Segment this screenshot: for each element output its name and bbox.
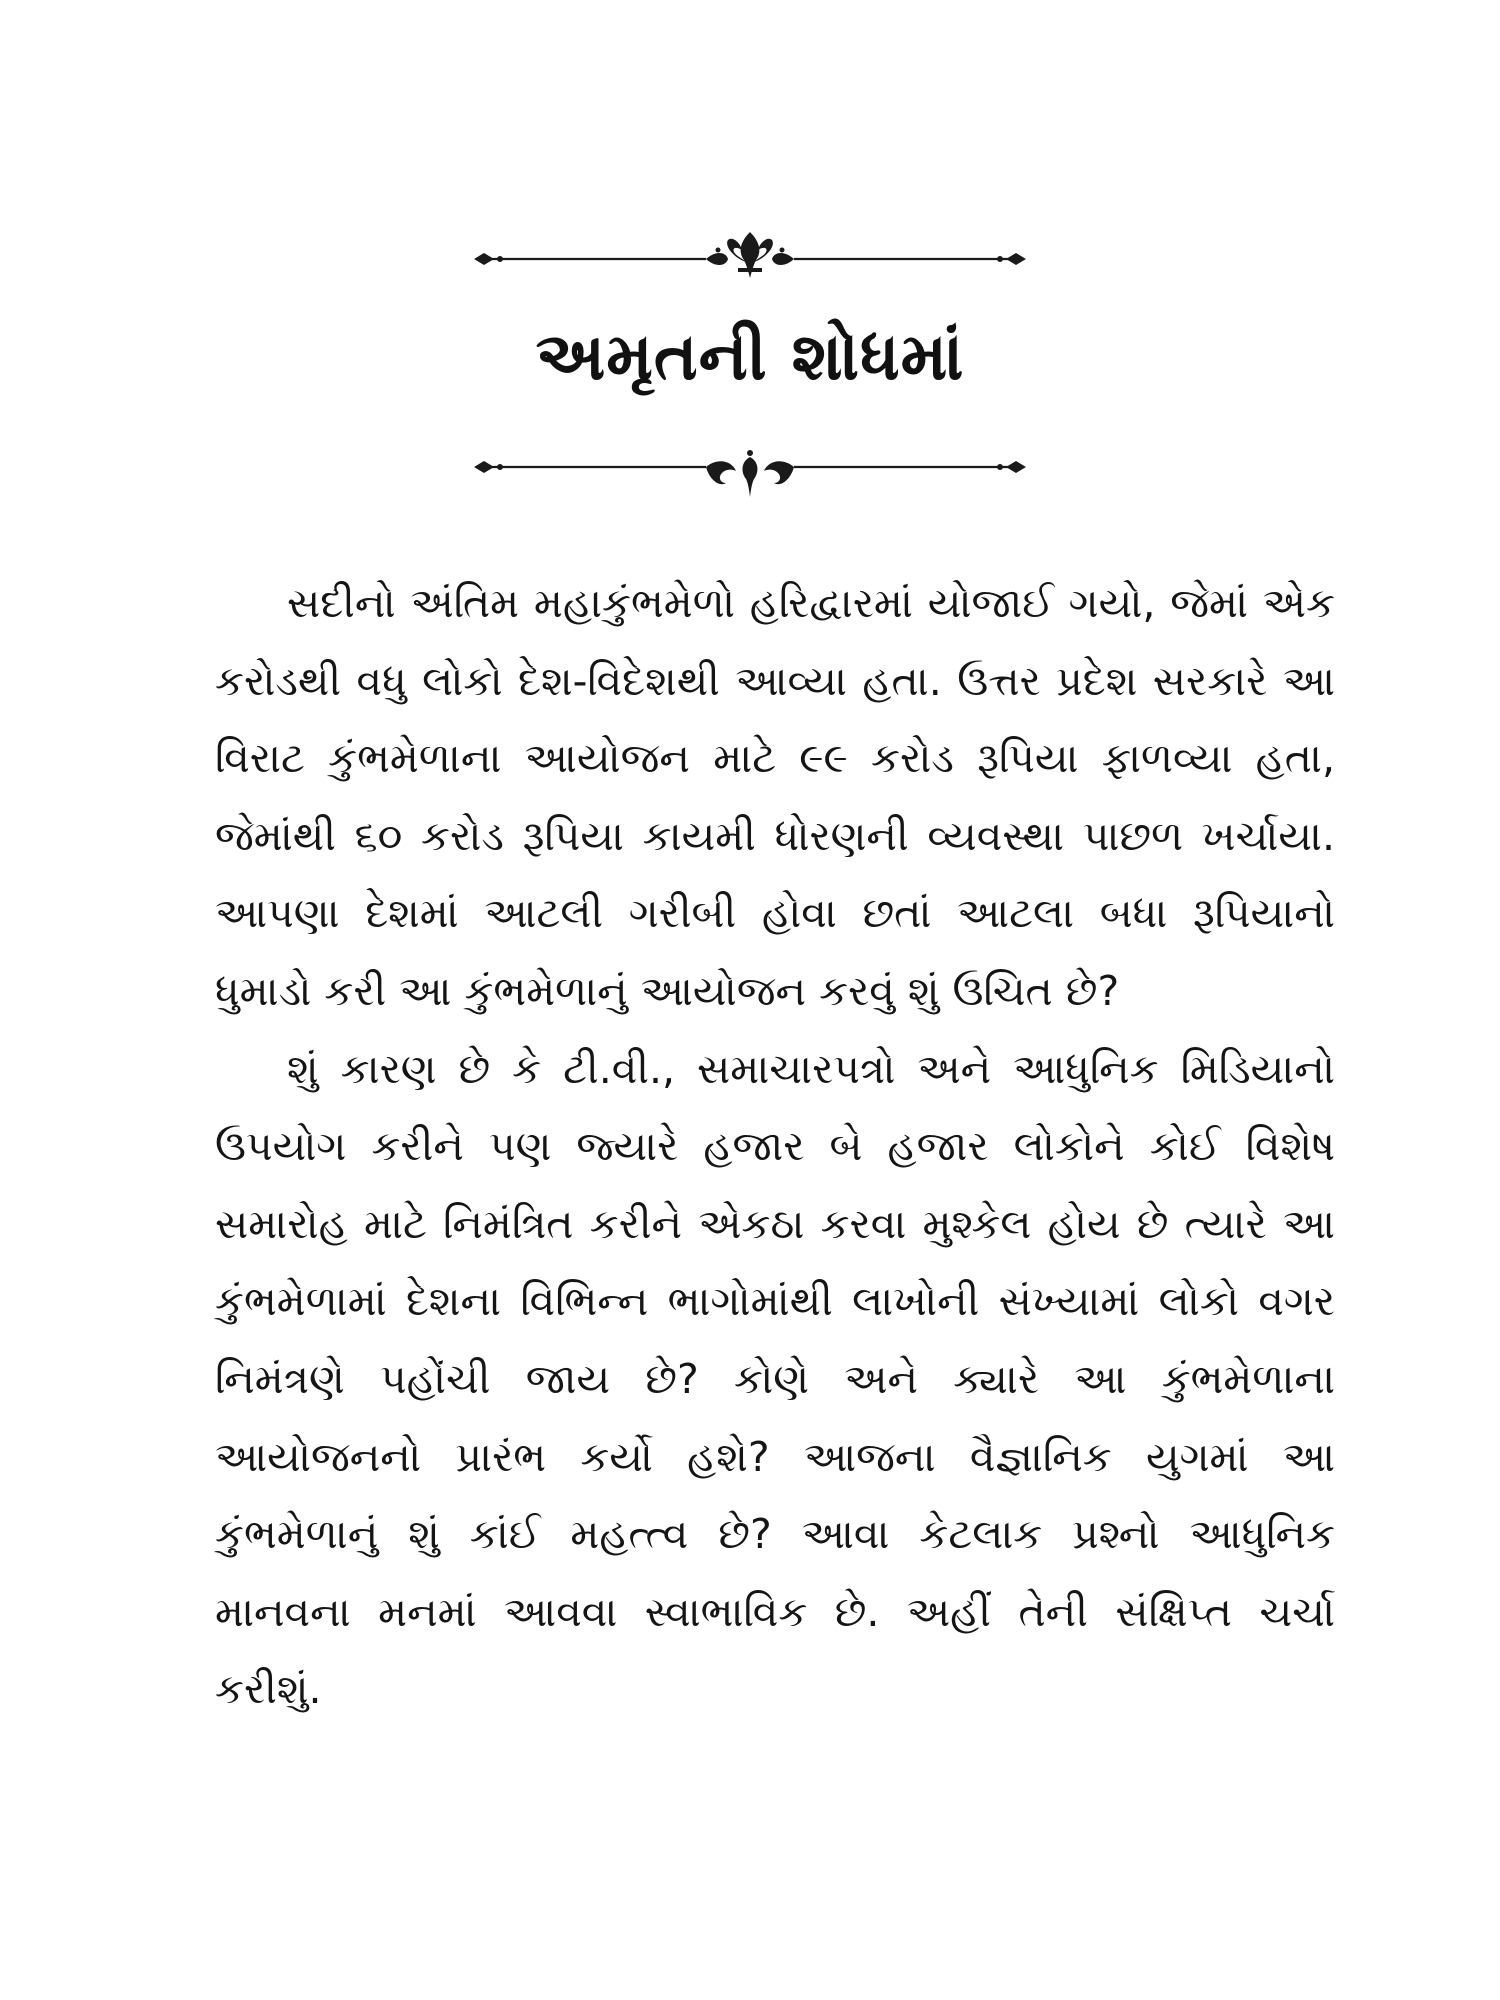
flourish-ornament-icon (470, 443, 1030, 503)
paragraph: સદીનો અંતિમ મહાકુંભમેળો હરિદ્વારમાં યોજાઈ ગયો, જેમાં એક કરોડથી વધુ લોકો દેશ-વિદેશથી આવ્યા હતા. ઉત્તર પ્રદેશ સરકારે આ વિરાટ કુંભમેળાના આયોજન માટે ૯૯ કરોડ રૂપિયા ફાળવ્યા હતા, જેમાંથી ૬૦ કરોડ રૂપિયા કાયમી ધોરણની વ્યવસ્થા પાછળ ખર્ચાયા. આપણા દેશમાં આટલી ગરીબી હોવા છતાં આટલા બધા રૂપિયાનો ધુમાડો કરી આ કુંભમેળાનું આયોજન કરવું શું ઉચિત છે? (215, 579, 1335, 1015)
page-title: અમૃતની શોધમાં (535, 318, 965, 395)
body-text (215, 565, 1335, 1729)
fleur-de-lis-ornament-icon (470, 228, 1030, 288)
paragraph: શું કારણ છે કે ટી.વી., સમાચારપત્રો અને આધુનિક મિડિયાનો ઉપયોગ કરીને પણ જ્યારે હજાર બે હજાર લોકોને કોઈ વિશેષ સમારોહ માટે નિમંત્રિત કરીને એકઠા કરવા મુશ્કેલ હોય છે ત્યારે આ કુંભમેળામાં દેશના વિભિન્ન ભાગોમાંથી લાખોની સંખ્યામાં લોકો વગર નિમંત્રણે પહોંચી જાય છે? કોણે અને ક્યારે આ કુંભમેળાના આયોજનનો પ્રારંભ કર્યો હશે? આજના વૈજ્ઞાનિક યુગમાં આ કુંભમેળાનું શું કાંઈ મહત્ત્વ છે? આવા કેટલાક પ્રશ્નો આધુનિક માનવના મનમાં આવવા સ્વાભાવિક છે. અહીં તેની સંક્ષિપ્ત ચર્ચા કરીશું. (215, 1044, 1335, 1714)
